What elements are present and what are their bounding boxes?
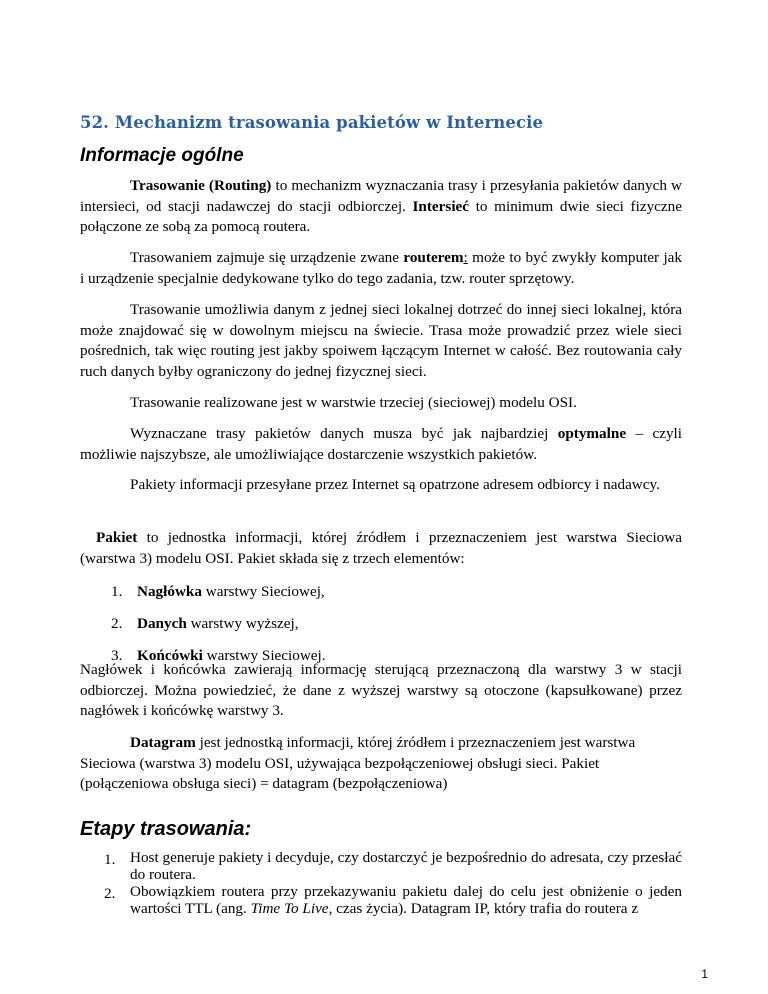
list-number: 1. [111,583,123,600]
paragraph-text: to jednostka informacji, której źródłem i przeznaczeniem jest warstwa Sieciowa (warstwa 3) modelu OSI. Pakiet składa się z trzech elementów: [80,529,682,567]
list-item-rest: warstwy wyższej, [186,615,299,632]
list-item-rest: warstwy Sieciowej, [201,583,325,600]
paragraph-packet-definition [80,528,682,569]
paragraph-text: – czyli możliwie najszybsze, ale umożliwiające dostarczenie wszystkich pakietów. [80,425,682,463]
term-internetwork: Intersieć [412,197,470,215]
list-item [111,614,299,635]
paragraph-router [80,248,682,289]
list-number: 1. [104,851,116,868]
page-number: 1 [701,967,708,981]
term-optimal: optymalne [557,425,627,442]
list-item-term: Danych [137,615,187,632]
paragraph-osi-layer: Trasowanie realizowane jest w warstwie trzeciej (sieciowej) modelu OSI. [130,394,577,411]
list-item-part: , czas życia). Datagram IP, który trafia do routera z [328,899,639,917]
page-title: 52. Mechanizm trasowania pakietów w Internecie [80,113,544,132]
list-item-rest: warstwy Sieciowej. [202,647,326,664]
term-router: routerem [403,249,464,266]
section-heading-general: Informacje ogólne [80,145,244,166]
term-routing: Trasowanie (Routing) [130,177,272,194]
list-item-text: Host generuje pakiety i decyduje, czy dostarczyć je bezpośrednio do adresata, czy przesłać do routera. [130,849,682,883]
paragraph-routing-definition [80,176,682,238]
colon-underlined: : [463,249,468,266]
list-item-term: Nagłówka [137,583,202,600]
paragraph-text: Trasowaniem zajmuje się urządzenie zwane [130,249,404,266]
list-item-part: Obowiązkiem routera przy przekazywaniu pakietu dalej do celu jest obniżenie o jeden wartości TTL (ang. [130,883,682,917]
list-item-term: Końcówki [137,647,203,664]
paragraph-datagram-definition [80,733,682,795]
paragraph-text: jest jednostką informacji, której źródłem i przeznaczeniem jest warstwa Sieciowa (warstwa 3) modelu OSI, używająca bezpołączeniowej obsługi sieci. Pakiet (połączeniowa obsługa sieci) = datagram (bezpołączeniowa) [80,734,636,792]
list-item [104,850,682,883]
paragraph-header-trailer: Nagłówek i końcówka zawierają informację sterującą przeznaczoną dla warstwy 3 w stacji odbiorczej. Można powiedzieć, że dane z wyższej warstwy są otoczone (kapsułkowane) przez nagłówek i końcówkę warstwy 3. [80,661,682,719]
list-number: 2. [111,615,123,632]
term-packet: Pakiet [96,529,138,546]
paragraph-text: to mechanizm wyznaczania trasy i przesyłania pakietów danych w intersieci, od stacji nadawczej do stacji odbiorczej. [80,177,682,215]
list-item-text [137,582,325,603]
list-item-text [130,884,682,917]
paragraph-text: to minimum dwie sieci fizyczne połączone ze sobą za pomocą routera. [80,197,682,235]
list-number: 2. [104,885,116,902]
list-item [104,884,682,917]
term-datagram: Datagram [130,734,196,751]
paragraph-text: może to być zwykły komputer jak i urządzenie specjalnie dedykowane tylko do tego zadania, tzw. router sprzętowy. [80,249,682,287]
paragraph-routing-purpose: Trasowanie umożliwia danym z jednej sieci lokalnej dotrzeć do innej sieci lokalnej, która może znajdować się w dowolnym miejscu na świecie. Trasa może prowadzić przez wiele sieci pośrednich, tak więc routing jest jakby spoiwem łączącym Internet w całość. Bez routowania cały ruch danych byłby ograniczony do jednej fizycznej sieci. [80,301,682,380]
paragraph-text: Wyznaczane trasy pakietów danych musza być jak najbardziej [130,425,558,442]
paragraph-addresses: Pakiety informacji przesyłane przez Internet są opatrzone adresem odbiorcy i nadawcy. [130,476,660,493]
term-time-to-live: Time To Live [250,899,329,917]
section-heading-stages: Etapy trasowania: [80,818,252,840]
list-item-text [137,614,299,635]
paragraph-optimal-routes [80,424,682,465]
list-number: 3. [111,647,123,664]
list-item [111,582,325,603]
